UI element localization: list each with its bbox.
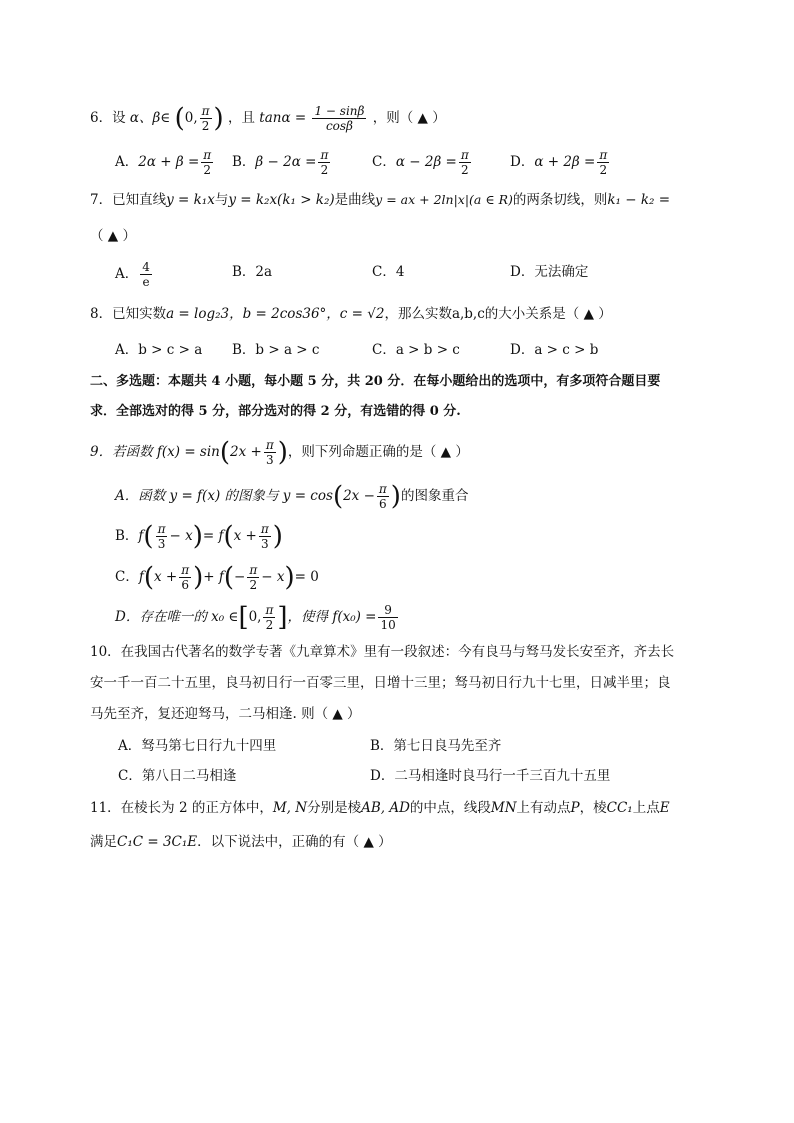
question-10-line1: 10．在我国古代著名的数学专著《九章算术》里有一段叙述：今有良马与驽马发长安至齐，齐去长 [90,644,675,660]
q7-option-a: A． $\frac{4}{e}$ [115,260,150,289]
q8-option-d: D．a > c > b [510,342,599,358]
q10-option-c: C．第八日二马相逢 [118,768,237,784]
question-10-line2: 安一千一百二十五里，良马初日行一百零三里，日增十三里；驽马初日行九十七里，日减半里；良 [90,675,671,691]
q6-option-a: A．2α + β = $\frac{\pi}{2}$ [115,148,212,177]
q9-option-b: B．f( $\frac{\pi}{3}$ − x)= f(x + $\frac{\pi}{3}$ ) [115,521,283,552]
q6-pi-over-2: $\frac{\pi}{2}$ [201,104,210,133]
question-8: 8．已知实数a = log₂3，b = 2cos36°，c = √2，那么实数a,b,c的大小关系是（ ▲ ） [90,306,612,322]
section-2-heading-line1: 二、多选题：本题共 4 小题，每小题 5 分，共 20 分．在每小题给出的选项中，有多项符合题目要 [90,374,661,389]
question-6: 6．设 α、β∈ (0, $\frac{\pi}{2}$ ) ，且 tanα = $\frac{1 - \sin\beta}{\cos\beta}$ ，则（ ▲ ） [90,103,446,134]
q8-option-c: C．a > b > c [372,342,460,358]
question-10-line3: 马先至齐，复还迎驽马，二马相逢. 则（ ▲ ） [90,706,361,722]
q10-option-a: A．驽马第七日行九十四里 [118,738,277,754]
q9-option-a: A．函数 y = f(x) 的图象与 y = cos(2x − $\frac{\pi}{6}$ )的图象重合 [115,481,469,512]
q6-option-c: C．α − 2β = $\frac{\pi}{2}$ [372,148,469,177]
section-2-heading-line2: 求．全部选对的得 5 分，部分选对的得 2 分，有选错的得 0 分. [90,404,461,419]
q6-option-b: B．β − 2α = $\frac{\pi}{2}$ [232,148,329,177]
q6-tan-fraction: $\frac{1 - \sin\beta}{\cos\beta}$ [314,104,365,133]
q10-option-b: B．第七日良马先至齐 [370,738,502,754]
q6-cond: α、β∈ [129,110,171,126]
question-11-line1: 11．在棱长为 2 的正方体中，M, N分别是棱AB, AD的中点，线段MN上有动点P，棱CC₁上点E [90,800,670,816]
q6-lead: 6．设 [90,110,126,126]
q7-option-c: C．4 [372,264,405,280]
question-9: 9．若函数 f(x) = sin(2x + $\frac{\pi}{3}$ )，则下列命题正确的是（ ▲ ） [90,437,469,468]
q9-option-c: C．f(x + $\frac{\pi}{6}$ )+ f(− $\frac{\pi}{2}$ − x)= 0 [115,562,319,593]
q9-option-d: D．存在唯一的 x₀ ∈[0, $\frac{\pi}{2}$ ]，使得 f(x₀) = $\frac{9}{10}$ [115,602,396,633]
question-7: 7．已知直线y = k₁x与y = k₂x(k₁ > k₂)是曲线y = ax + 2ln|x|(a ∈ R)的两条切线，则k₁ − k₂ = [90,192,671,208]
q8-option-a: A．b > c > a [115,342,203,358]
question-7-continuation: （ ▲ ） [90,228,136,244]
q10-option-d: D．二马相逢时良马行一千三百九十五里 [370,768,611,784]
q8-option-b: B．b > a > c [232,342,320,358]
q7-option-b: B．2a [232,264,273,280]
q6-option-d: D．α + 2β = $\frac{\pi}{2}$ [510,148,608,177]
question-11-line2: 满足C₁C = 3C₁E．以下说法中，正确的有（ ▲ ） [90,834,392,850]
q7-option-d: D．无法确定 [510,264,589,280]
